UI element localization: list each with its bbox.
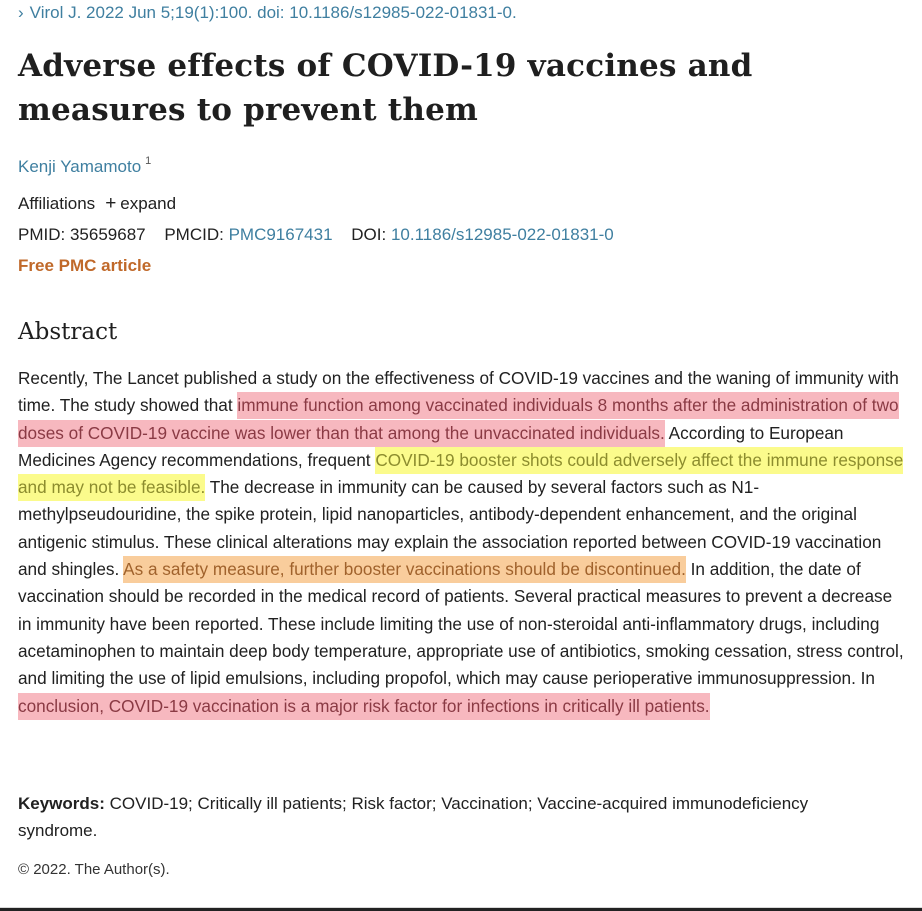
affiliations-row	[18, 193, 176, 215]
abstract-segment: According to European Medicines Agency recommendations, frequent	[18, 422, 844, 470]
abstract-text	[18, 365, 910, 720]
abstract-segment: The decrease in immunity can be caused by several factors such as N1-methylpseudouridine, the spike protein, lipid nanoparticles, antibody-dependent enhancement, and the original antigenic stimulus. These clinical alterations may explain the association reported between COVID-19 vaccination and shingles.	[18, 477, 882, 580]
pmcid-label: PMCID:	[164, 225, 224, 244]
affiliation-ref[interactable]: 1	[145, 155, 152, 167]
keywords-list: COVID-19; Critically ill patients; Risk factor; Vaccination; Vaccine-acquired immunodeficiency syndrome.	[18, 794, 809, 840]
highlighted-segment-orange: As a safety measure, further booster vaccinations should be discontinued.	[123, 556, 686, 583]
abstract-segment: Recently, The Lancet published a study on the effectiveness of COVID-19 vaccines and the waning of immunity with time. The study showed that	[18, 368, 899, 416]
free-pmc-article-badge[interactable]: Free PMC article	[18, 256, 152, 275]
expand-affiliations-button[interactable]: expand	[120, 194, 177, 213]
bottom-edge-divider	[0, 907, 922, 911]
identifiers-row	[18, 224, 614, 246]
abstract-heading: Abstract	[18, 319, 118, 345]
citation-text[interactable]: Virol J. 2022 Jun 5;19(1):100. doi: 10.1186/s12985-022-01831-0.	[29, 3, 517, 22]
highlighted-segment-pink: conclusion, COVID-19 vaccination is a major risk factor for infections in critically ill patients.	[18, 693, 710, 720]
author-list	[18, 150, 151, 178]
doi-link[interactable]: 10.1186/s12985-022-01831-0	[390, 225, 614, 244]
abstract-segment: In addition, the date of vaccination should be recorded in the medical record of patients. Several practical measures to prevent a decrease in immunity have been reported. These include limiting the use of non-steroidal anti-inflammatory drugs, including acetaminophen to maintain deep body temperature, appropriate use of antibiotics, smoking cessation, stress control, and limiting the use of lipid emulsions, including propofol, which may cause perioperative immunosuppression. In	[18, 559, 904, 689]
copyright-notice: © 2022. The Author(s).	[18, 861, 170, 878]
plus-icon[interactable]: +	[105, 193, 117, 214]
doi-label: DOI:	[351, 225, 387, 244]
pmid-label: PMID:	[18, 225, 66, 244]
affiliations-label: Affiliations	[18, 194, 96, 213]
chevron-right-icon: ›	[18, 3, 24, 22]
keywords-label: Keywords:	[18, 794, 105, 813]
article-title: Adverse effects of COVID-19 vaccines and measures to prevent them	[18, 48, 753, 128]
pmcid-link[interactable]: PMC9167431	[228, 225, 333, 244]
journal-citation[interactable]	[18, 2, 517, 24]
highlighted-segment-yellow: COVID-19 booster shots could adversely affect the immune response and may not be feasible.	[18, 447, 903, 501]
author-link[interactable]: Kenji Yamamoto	[18, 157, 142, 176]
highlighted-segment-pink: immune function among vaccinated individuals 8 months after the administration of two doses of COVID-19 vaccine was lower than that among the unvaccinated individuals.	[18, 392, 899, 446]
pmid-value: 35659687	[69, 225, 146, 244]
keywords	[18, 790, 878, 844]
